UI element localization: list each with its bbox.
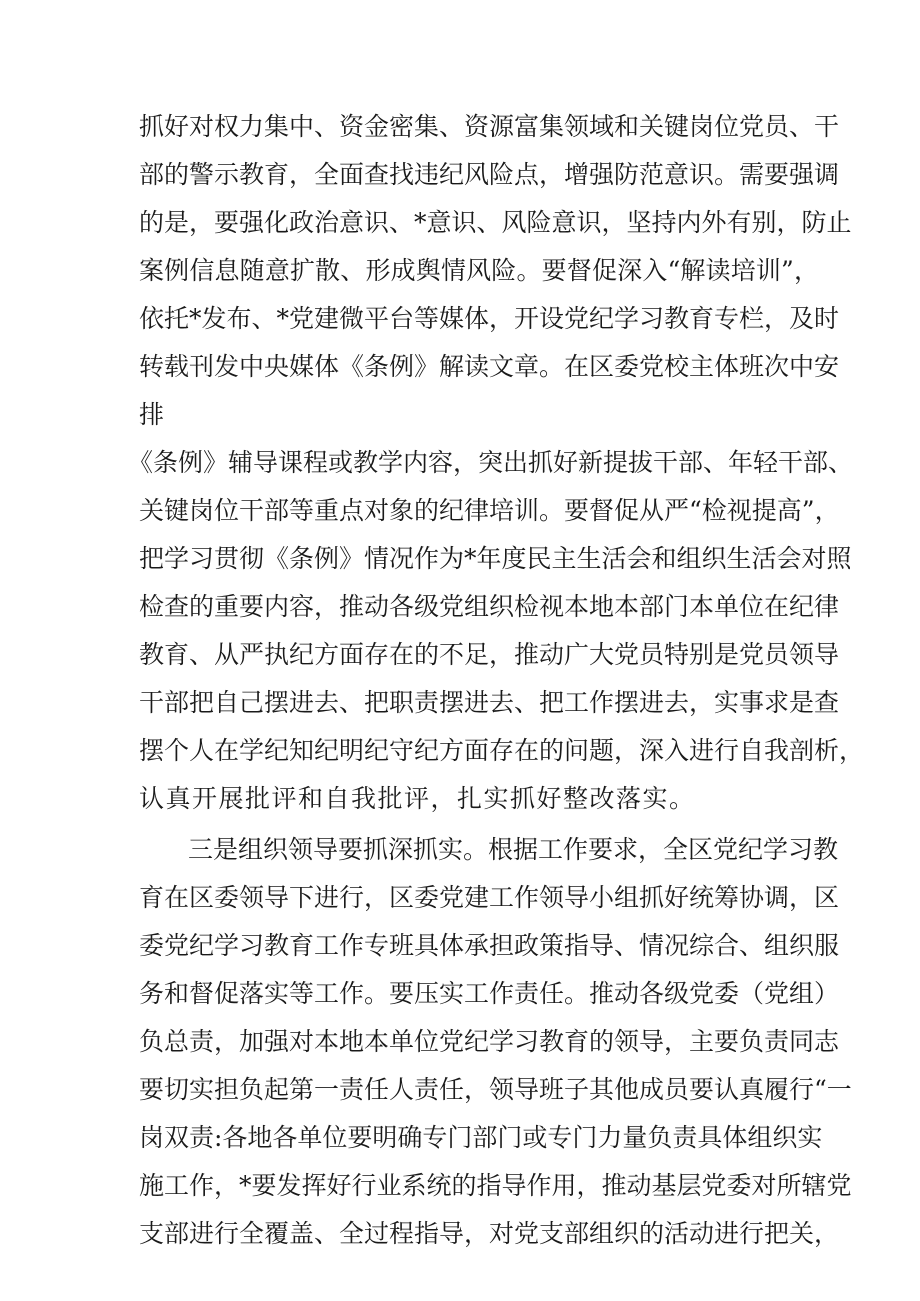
text-line: 的是，要强化政治意识、*意识、风险意识，坚持内外有别，防止 xyxy=(139,208,852,237)
text-line: 认真开展批评和自我批评，扎实抓好整改落实。 xyxy=(139,784,696,813)
text-line: 负总责，加强对本地本单位党纪学习教育的领导，主要负责同志 xyxy=(139,1027,840,1056)
text-line: 关键岗位干部等重点对象的纪律培训。要督促从严“检视提高”， xyxy=(139,496,840,525)
text-line: 岗双责:各地各单位要明确专门部门或专门力量负责具体组织实 xyxy=(139,1123,823,1152)
text-line: 抓好对权力集中、资金密集、资源富集领域和关键岗位党员、干 xyxy=(139,112,840,141)
paragraph-start-line: 三是组织领导要抓深抓实。根据工作要求，全区党纪学习教 xyxy=(188,835,839,864)
text-line: 干部把自己摆进去、把职责摆进去、把工作摆进去，实事求是查 xyxy=(139,688,840,717)
text-line: 教育、从严执纪方面存在的不足，推动广大党员特别是党员领导 xyxy=(139,640,840,669)
text-line: 排 xyxy=(139,400,166,429)
text-line: 转载刊发中央媒体《条例》解读文章。在区委党校主体班次中安 xyxy=(139,352,840,381)
text-line: 《条例》辅导课程或教学内容，突出抓好新提拔干部、年轻干部、 xyxy=(128,448,854,477)
text-line: 依托*发布、*党建微平台等媒体，开设党纪学习教育专栏，及时 xyxy=(139,304,840,333)
text-line: 务和督促落实等工作。要压实工作责任。推动各级党委（党组） xyxy=(139,979,840,1008)
text-line: 检查的重要内容，推动各级党组织检视本地本部门本单位在纪律 xyxy=(139,592,840,621)
text-line: 委党纪学习教育工作专班具体承担政策指导、情况综合、组织服 xyxy=(139,931,840,960)
text-line: 支部进行全覆盖、全过程指导，对党支部组织的活动进行把关， xyxy=(139,1219,840,1248)
text-line: 案例信息随意扩散、形成舆情风险。要督促深入“解读培训”， xyxy=(139,256,819,285)
text-line: 摆个人在学纪知纪明纪守纪方面存在的问题，深入进行自我剖析， xyxy=(139,736,865,765)
text-line: 育在区委领导下进行，区委党建工作领导小组抓好统筹协调，区 xyxy=(139,883,840,912)
text-line: 施工作，*要发挥好行业系统的指导作用，推动基层党委对所辖党 xyxy=(139,1171,852,1200)
text-line: 部的警示教育，全面查找违纪风险点，增强防范意识。需要强调 xyxy=(139,160,840,189)
text-line: 要切实担负起第一责任人责任，领导班子其他成员要认真履行“一 xyxy=(139,1075,852,1104)
text-line: 把学习贯彻《条例》情况作为*年度民主生活会和组织生活会对照 xyxy=(139,544,852,573)
